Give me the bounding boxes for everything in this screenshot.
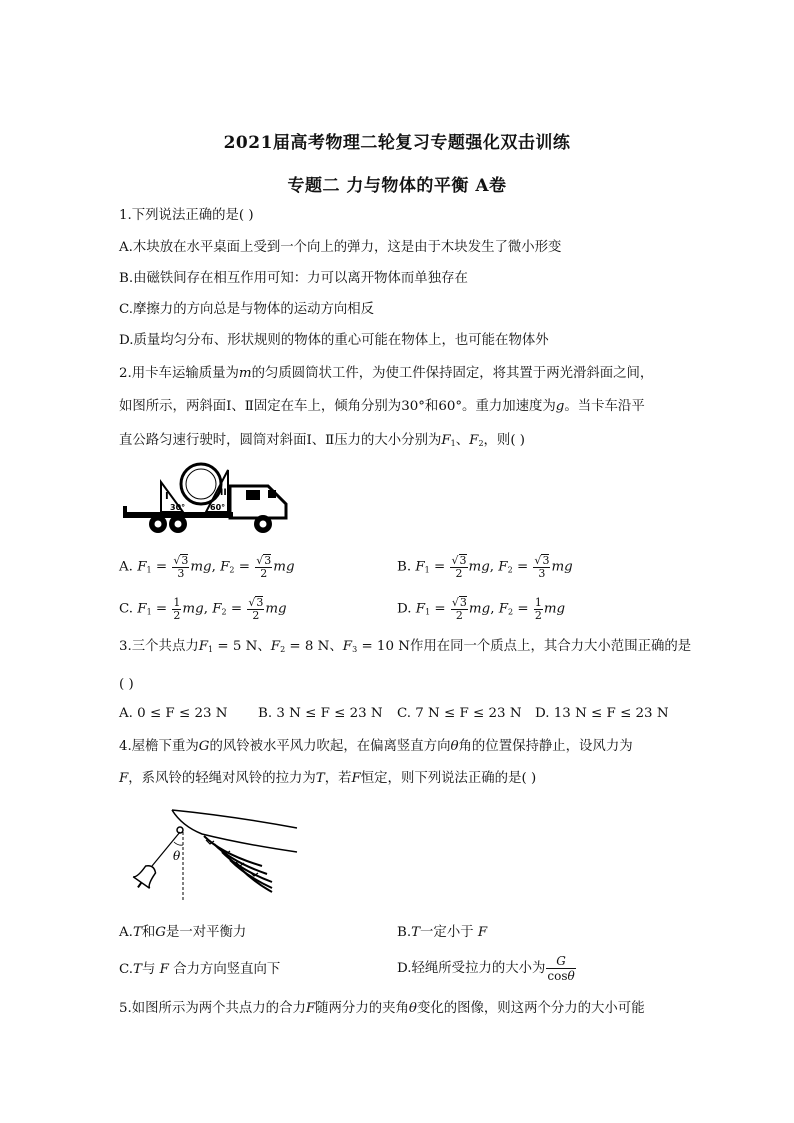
q1-option-d: D.质量均匀分布、形状规则的物体的重心可能在物体上，也可能在物体外: [119, 333, 549, 348]
q5-text: 5.如图所示为两个共点力的合力: [119, 1001, 306, 1016]
q4-text: ，若: [324, 771, 352, 786]
q2-line-1: [119, 365, 653, 383]
q2-text: 2.用卡车运输质量为: [119, 366, 239, 381]
q4-text: 角的位置保持静止，设风力为: [458, 739, 633, 754]
q4-option-c-text: 与: [141, 962, 156, 977]
q2-text: 。当卡车沿平: [564, 399, 645, 414]
page-title: 2021届高考物理二轮复习专题强化双击训练: [223, 133, 571, 153]
var-m: m: [238, 366, 252, 381]
q4-line-1: 4.屋檐下重为G的风铃被水平风力吹起，在偏离竖直方向θ角的位置保持静止，设风力为: [119, 739, 633, 754]
q3-option-c: C. 7 N ≤ F ≤ 23 N: [397, 706, 522, 721]
q2-option-d: D. $F_1$ = $\frac{√3}{2}$ mg, $F_2$ = $\frac{1}{2}$ mg: [397, 595, 566, 622]
q4-line-2: F，系风铃的轻绳对风铃的拉力为T，若F恒定，则下列说法正确的是( ): [119, 771, 537, 786]
q4-text: ，系风铃的轻绳对风铃的拉力为: [128, 771, 316, 786]
wind-chime-figure: [122, 804, 307, 904]
q4-text: 4.屋檐下重为: [119, 739, 199, 754]
q3-f1: = 5 N、: [217, 639, 271, 654]
q4-option-b: B.T一定小于 F: [397, 925, 488, 940]
q4-option-c-text: 合力方向竖直向下: [173, 962, 281, 977]
q2-text: 的匀质圆筒状工件，为使工件保持固定，将其置于两光滑斜面之间，: [251, 366, 654, 381]
q3-text: 作用在同一个质点上，其合力大小范围正确的是: [409, 639, 692, 654]
fig-label-2: II: [220, 488, 227, 498]
q5-text: 变化的图像，则这两个分力的大小可能: [416, 1001, 645, 1016]
q3-text: 3.三个共点力: [119, 639, 199, 654]
q3-option-b: B. 3 N ≤ F ≤ 23 N: [258, 706, 383, 721]
q1-option-b: B.由磁铁间存在相互作用可知：力可以离开物体而单独存在: [119, 271, 468, 286]
q3-f3: = 10 N: [361, 639, 410, 654]
q2-line-2: [119, 398, 645, 416]
q4-option-a-text: 是一对平衡力: [165, 925, 247, 940]
q2-text: ，则( ): [483, 433, 526, 448]
q2-line-3: 直公路匀速行驶时，圆筒对斜面Ⅰ、Ⅱ压力的大小分别为$F_1$、$F_2$，则( ): [119, 433, 526, 448]
q2-text: 直公路匀速行驶时，圆筒对斜面Ⅰ、Ⅱ压力的大小分别为: [119, 433, 442, 448]
q3-paren: ( ): [119, 677, 134, 692]
q4-text: 的风铃被水平风力吹起，在偏离竖直方向: [209, 739, 451, 754]
theta-label: θ: [173, 849, 181, 863]
q1-option-a: A.木块放在水平桌面上受到一个向上的弹力，这是由于木块发生了微小形变: [119, 240, 562, 255]
q2-option-b: B. $F_1$ = $\frac{√3}{2}$ mg, $F_2$ = $\frac{√3}{3}$ mg: [397, 554, 573, 580]
truck-figure: [118, 462, 298, 537]
q4-text: 恒定，则下列说法正确的是( ): [360, 771, 537, 786]
q3-f2: = 8 N、: [289, 639, 343, 654]
q3-option-a: A. 0 ≤ F ≤ 23 N: [119, 706, 228, 721]
q3-stem: 3.三个共点力$F_1 = 5$ N、$F_2 = 8$ N、$F_3 = 10$ N作用在同一个质点上，其合力大小范围正确的是: [119, 639, 692, 654]
q3-option-d: D. 13 N ≤ F ≤ 23 N: [535, 706, 669, 721]
q1-stem: 1.下列说法正确的是( ): [119, 208, 254, 223]
q2-text: 如图所示，两斜面Ⅰ、Ⅱ固定在车上，倾角分别为30°和60°。重力加速度为: [119, 399, 556, 414]
q4-option-c: C.T与 F 合力方向竖直向下: [119, 962, 281, 977]
q4-option-b-text: 一定小于: [420, 925, 474, 940]
q4-option-a: A.T和G是一对平衡力: [119, 925, 247, 940]
q4-option-a-text: 和: [141, 925, 156, 940]
fig-label-1: I: [165, 491, 169, 502]
page-subtitle: 专题二 力与物体的平衡 A卷: [287, 176, 507, 196]
var-g: g: [555, 399, 565, 414]
q2-option-a: A. $F_1$ = $\frac{√3}{3}$ mg, $F_2$ = $\frac{√3}{2}$ mg: [119, 554, 295, 580]
fig-angle-2: 60°: [210, 503, 226, 512]
q1-option-c: C.摩擦力的方向总是与物体的运动方向相反: [119, 302, 375, 317]
q4-option-d-text: D.轻绳所受拉力的大小为: [397, 961, 546, 976]
q4-option-d: D.轻绳所受拉力的大小为 $\frac{G}{\cos\theta}$: [397, 954, 575, 983]
fig-angle-1: 30°: [170, 503, 186, 512]
q5-text: 随两分力的夹角: [315, 1001, 409, 1016]
q2-option-c: C. $F_1$ = $\frac{1}{2}$ mg, $F_2$ = $\frac{√3}{2}$ mg: [119, 595, 287, 622]
q5-stem: 5.如图所示为两个共点力的合力F随两分力的夹角θ变化的图像，则这两个分力的大小可能: [119, 1001, 645, 1016]
